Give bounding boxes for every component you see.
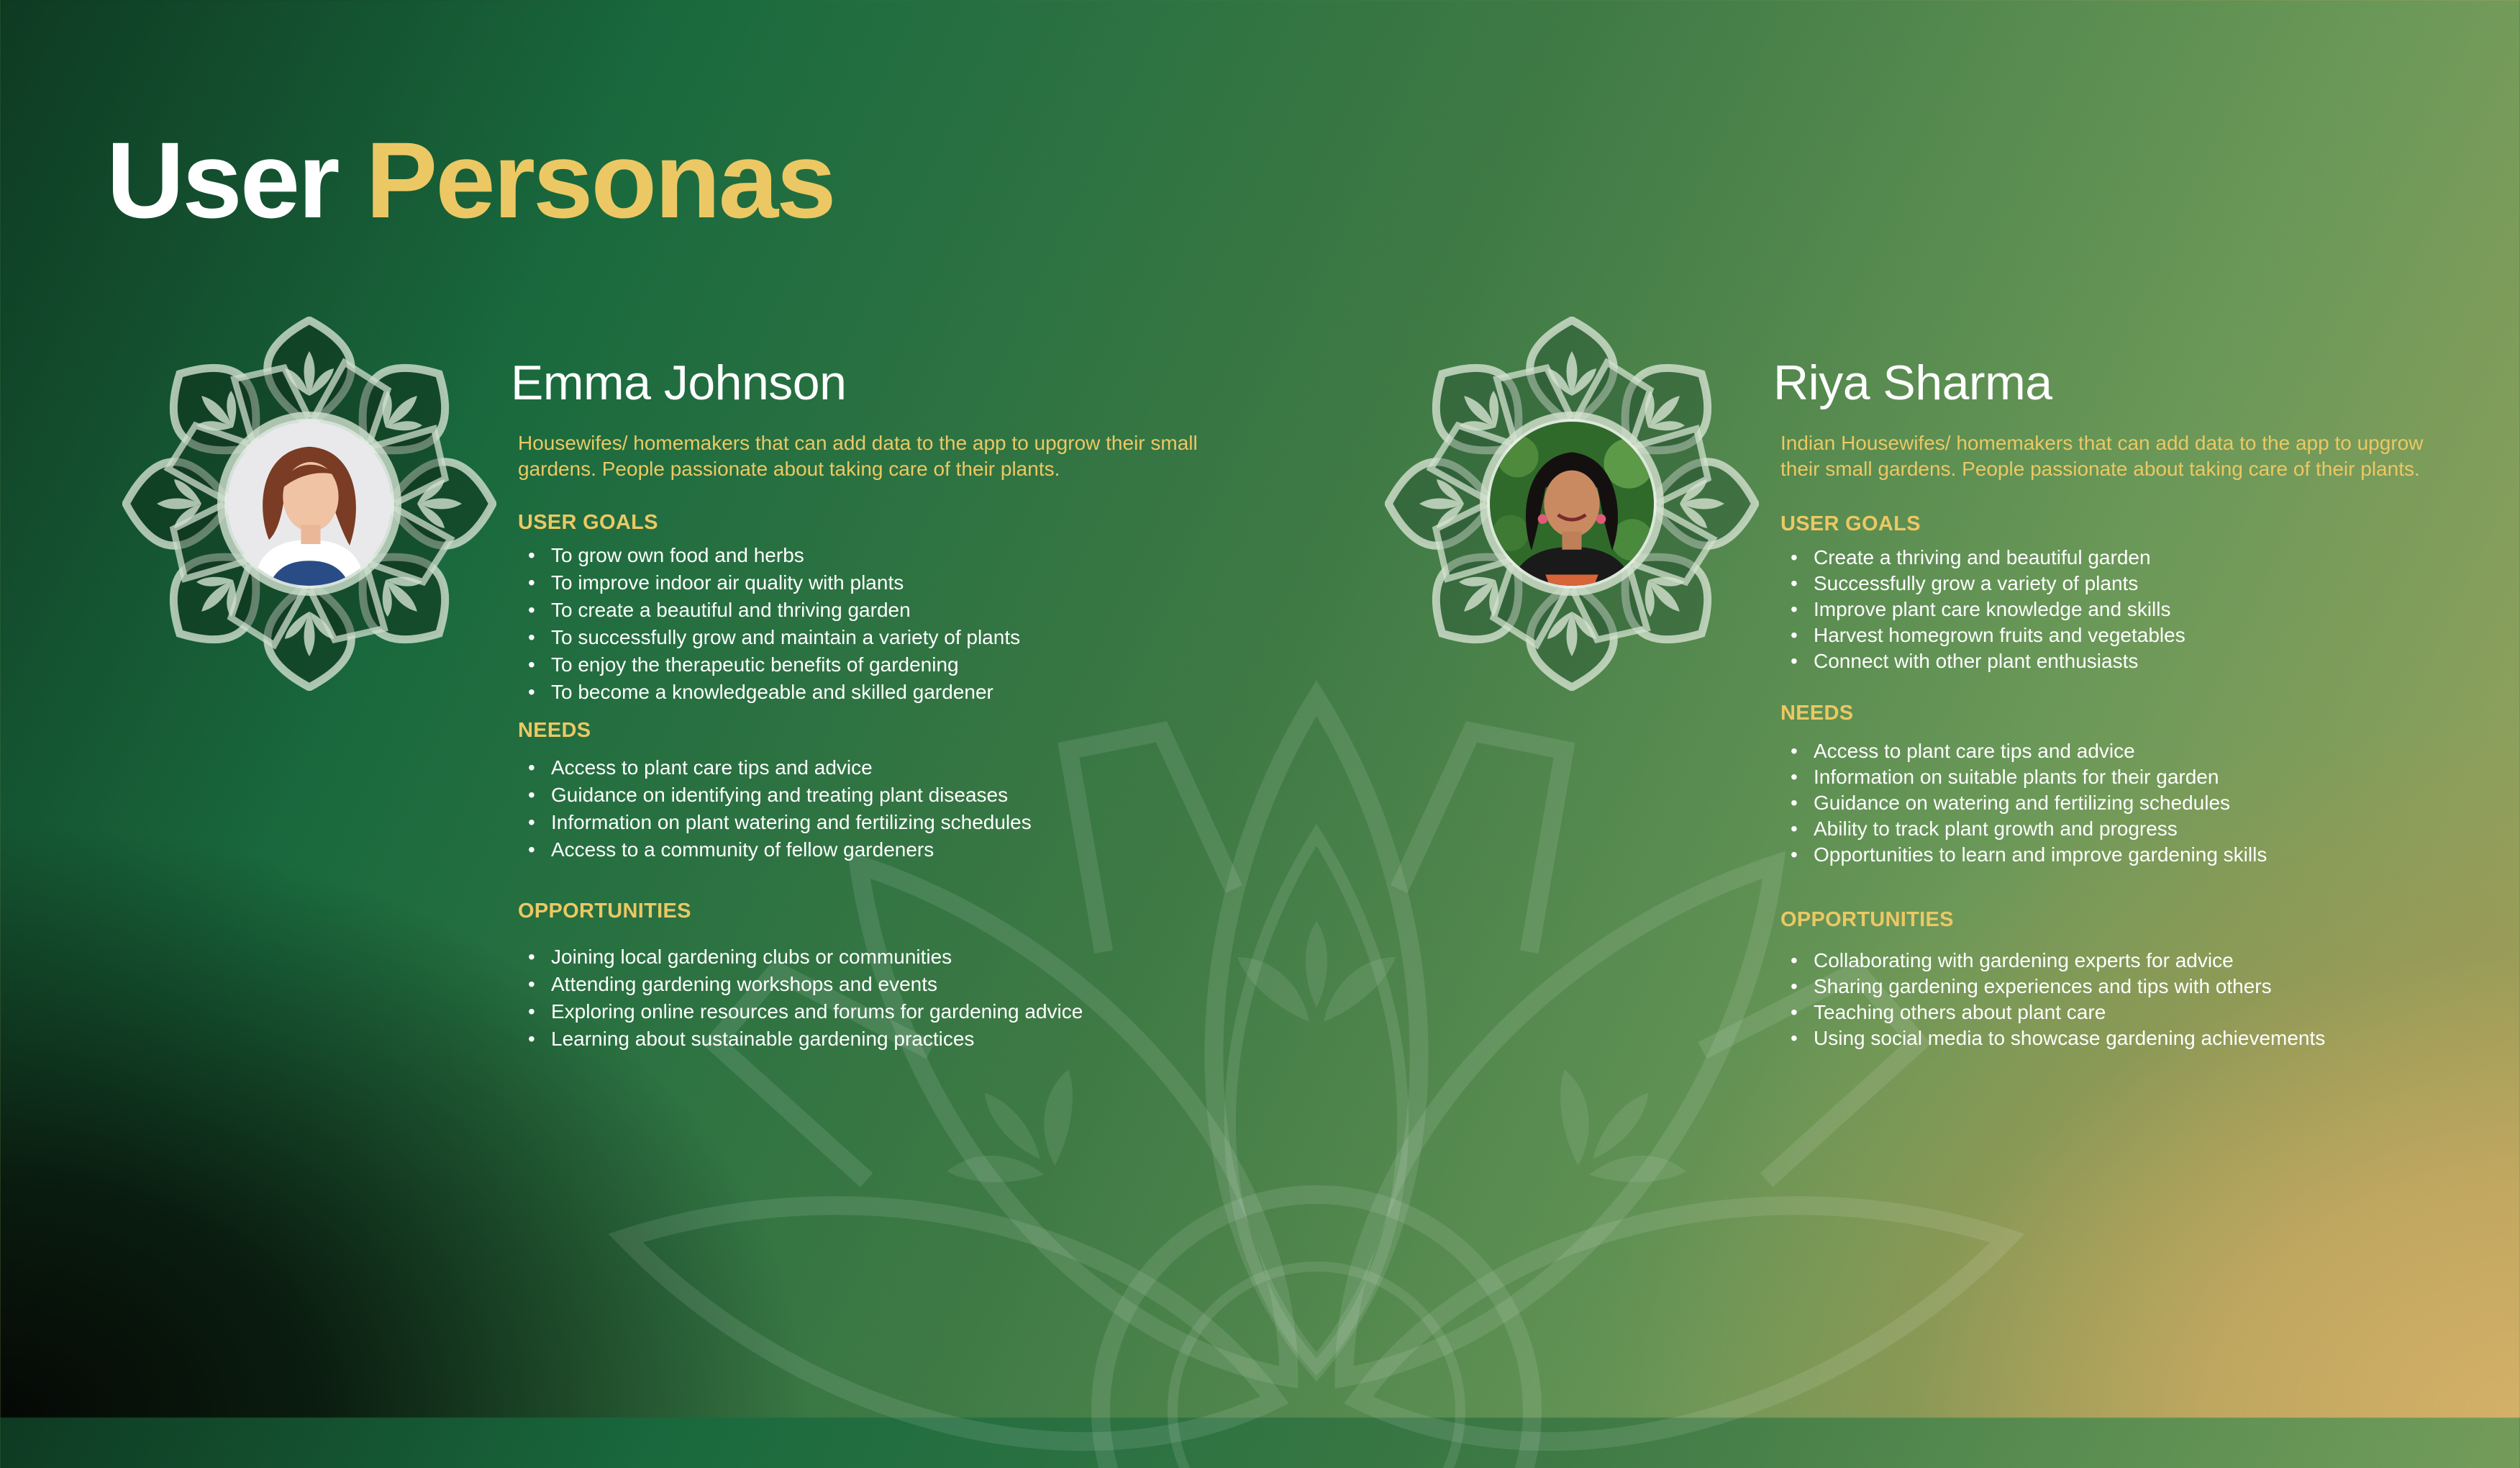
- user-goals-list: [511, 542, 1201, 706]
- list-item: • Learning about sustainable gardening practices: [518, 1025, 1201, 1053]
- user-goals-heading: USER GOALS: [1780, 512, 1921, 535]
- user-goals-heading: USER GOALS: [518, 511, 658, 534]
- list-item: • Opportunities to learn and improve gardening skills: [1780, 842, 2450, 868]
- persona-name: Riya Sharma: [1773, 355, 2052, 410]
- persona-info: [511, 355, 1201, 1053]
- list-item: • Joining local gardening clubs or communities: [518, 943, 1201, 971]
- list-item: • Guidance on identifying and treating plant diseases: [518, 781, 1201, 809]
- avatar-emma-johnson: [224, 419, 394, 589]
- list-item: • To create a beautiful and thriving garden: [518, 597, 1201, 624]
- list-item: • Successfully grow a variety of plants: [1780, 571, 2450, 597]
- list-item: • To improve indoor air quality with plants: [518, 569, 1201, 597]
- list-item: • To grow own food and herbs: [518, 542, 1201, 569]
- opportunities-heading: OPPORTUNITIES: [518, 900, 691, 923]
- list-item: • Improve plant care knowledge and skills: [1780, 597, 2450, 622]
- person-photo-icon: [1490, 422, 1654, 586]
- list-item: • Create a thriving and beautiful garden: [1780, 545, 2450, 571]
- needs-list: [511, 754, 1201, 864]
- opportunities-list: [1773, 948, 2450, 1051]
- list-item: • Teaching others about plant care: [1780, 1000, 2450, 1025]
- list-item: • Information on suitable plants for their garden: [1780, 764, 2450, 790]
- page-title: [106, 121, 834, 240]
- list-item: • Exploring online resources and forums for gardening advice: [518, 998, 1201, 1025]
- opportunities-list: [511, 943, 1201, 1053]
- list-item: • Access to a community of fellow gardeners: [518, 836, 1201, 864]
- needs-heading: NEEDS: [1780, 702, 1854, 725]
- persona-name: Emma Johnson: [511, 355, 847, 410]
- list-item: • Attending gardening workshops and events: [518, 971, 1201, 998]
- opportunities-heading: OPPORTUNITIES: [1780, 908, 1954, 931]
- list-item: • Access to plant care tips and advice: [518, 754, 1201, 781]
- list-item: • To enjoy the therapeutic benefits of gardening: [518, 651, 1201, 679]
- needs-list: [1773, 738, 2450, 868]
- list-item: • Connect with other plant enthusiasts: [1780, 648, 2450, 674]
- list-item: • Information on plant watering and fertilizing schedules: [518, 809, 1201, 836]
- list-item: • Guidance on watering and fertilizing schedules: [1780, 790, 2450, 816]
- persona-description: Housewifes/ homemakers that can add data to the app to upgrow their small gardens. People passionate about taking care of their plants.: [518, 432, 1198, 480]
- avatar-riya-sharma: [1487, 419, 1657, 589]
- list-item: • Harvest homegrown fruits and vegetables: [1780, 622, 2450, 648]
- persona-description: Indian Housewifes/ homemakers that can add data to the app to upgrow their small gardens. People passionate about taking care of their plants.: [1780, 432, 2424, 480]
- needs-heading: NEEDS: [518, 719, 591, 742]
- title-word-personas: Personas: [365, 119, 834, 240]
- list-item: • To become a knowledgeable and skilled gardener: [518, 679, 1201, 706]
- list-item: • Sharing gardening experiences and tips with others: [1780, 974, 2450, 1000]
- title-word-user: User: [106, 119, 338, 240]
- person-photo-icon: [227, 422, 391, 586]
- list-item: • Access to plant care tips and advice: [1780, 738, 2450, 764]
- list-item: • Ability to track plant growth and progress: [1780, 816, 2450, 842]
- persona-info: [1773, 355, 2450, 1051]
- user-goals-list: [1773, 545, 2450, 674]
- list-item: • To successfully grow and maintain a variety of plants: [518, 624, 1201, 651]
- list-item: • Collaborating with gardening experts for advice: [1780, 948, 2450, 974]
- list-item: • Using social media to showcase gardening achievements: [1780, 1025, 2450, 1051]
